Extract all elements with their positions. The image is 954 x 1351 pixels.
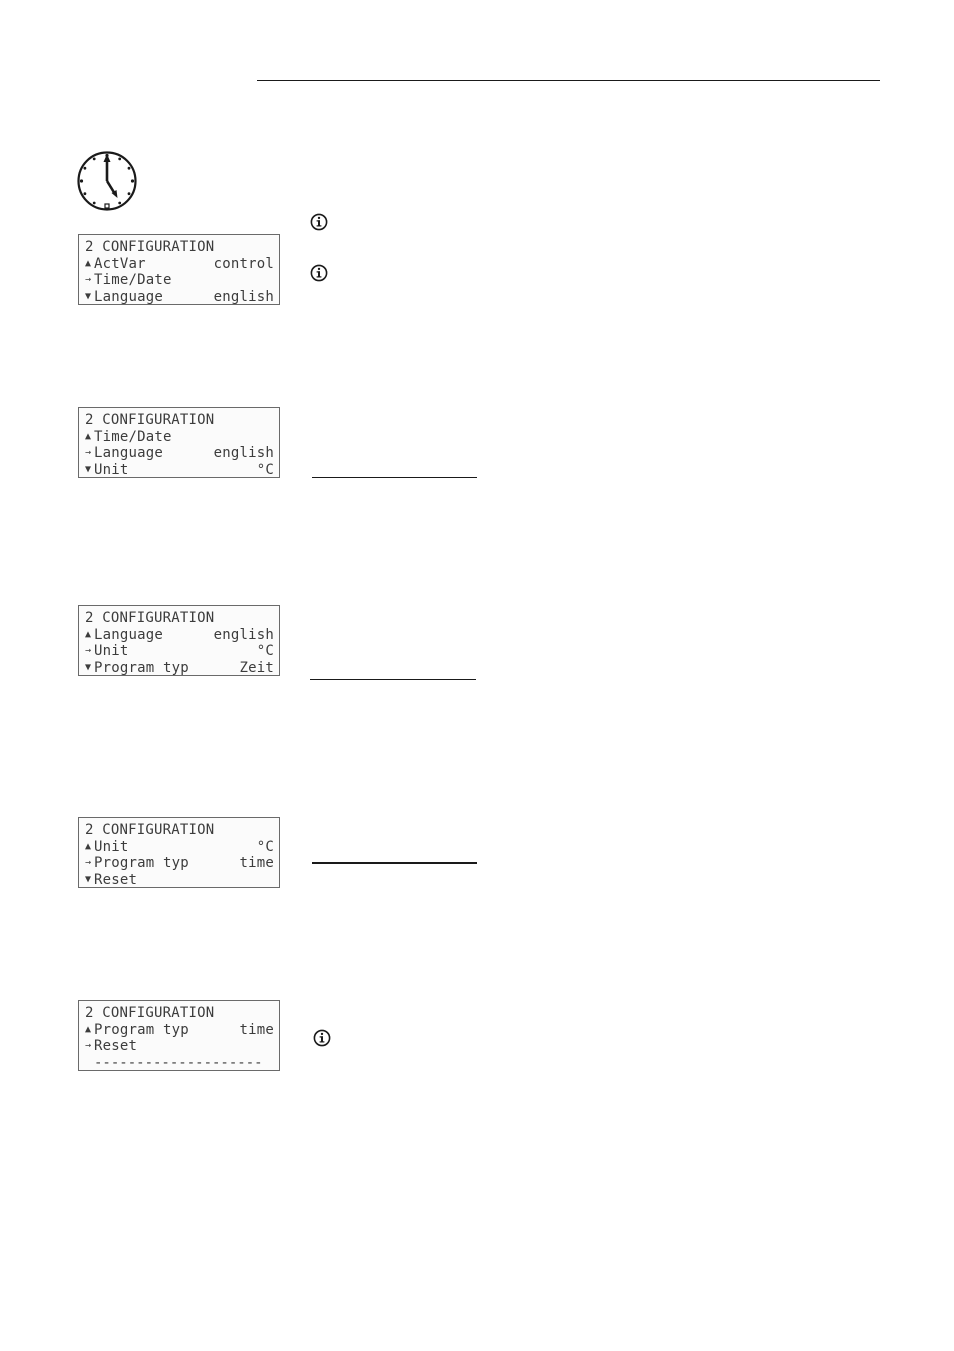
selection-arrow-icon: →: [85, 645, 92, 657]
selection-arrow-icon: →: [85, 1040, 92, 1052]
lcd-display: [78, 407, 280, 478]
scroll-up-icon: ▲: [85, 628, 92, 640]
lcd-display: [78, 1000, 280, 1071]
selection-arrow-icon: →: [85, 274, 92, 286]
lcd-title: 2 CONFIGURATION: [85, 412, 215, 428]
lcd-title: 2 CONFIGURATION: [85, 610, 215, 626]
lcd-row: ▲ Program typ time: [85, 1021, 274, 1038]
lcd-row: ▲ Unit °C: [85, 838, 274, 855]
info-icon: [313, 1029, 331, 1047]
lcd-display: [78, 605, 280, 676]
scroll-down-icon: ▼: [85, 661, 92, 673]
lcd-title: 2 CONFIGURATION: [85, 239, 215, 255]
info-icon: [310, 264, 328, 282]
lcd-row: ▲ ActVar control: [85, 255, 274, 272]
lcd-title: 2 CONFIGURATION: [85, 1005, 215, 1021]
lcd-display: [78, 817, 280, 888]
lcd-row-selected: → Reset: [85, 1038, 138, 1055]
lcd-end-line: --------------------: [94, 1054, 263, 1071]
lcd-row: ▼ Program typ Zeit: [85, 659, 274, 676]
scroll-up-icon: ▲: [85, 1023, 92, 1035]
scroll-up-icon: ▲: [85, 840, 92, 852]
header-rule: [257, 80, 880, 81]
lcd-row: ▼ Unit °C: [85, 461, 274, 478]
section-rule: [310, 679, 476, 680]
info-icon: [310, 213, 328, 231]
scroll-down-icon: ▼: [85, 873, 92, 885]
scroll-down-icon: ▼: [85, 463, 92, 475]
lcd-row: ▼ Language english: [85, 288, 274, 305]
clock-icon: [76, 150, 138, 212]
selection-arrow-icon: →: [85, 447, 92, 459]
scroll-up-icon: ▲: [85, 430, 92, 442]
lcd-display: [78, 234, 280, 305]
lcd-row-selected: → Language english: [85, 445, 274, 462]
lcd-row: ▲ Time/Date: [85, 428, 172, 445]
lcd-row-selected: → Program typ time: [85, 855, 274, 872]
scroll-up-icon: ▲: [85, 257, 92, 269]
scroll-down-icon: ▼: [85, 290, 92, 302]
section-rule: [312, 862, 477, 864]
lcd-title: 2 CONFIGURATION: [85, 822, 215, 838]
section-rule: [312, 477, 477, 478]
lcd-row: ▼ Reset: [85, 871, 138, 888]
lcd-row: ▲ Language english: [85, 626, 274, 643]
lcd-row-selected: → Time/Date: [85, 272, 172, 289]
lcd-row-selected: → Unit °C: [85, 643, 274, 660]
selection-arrow-icon: →: [85, 857, 92, 869]
